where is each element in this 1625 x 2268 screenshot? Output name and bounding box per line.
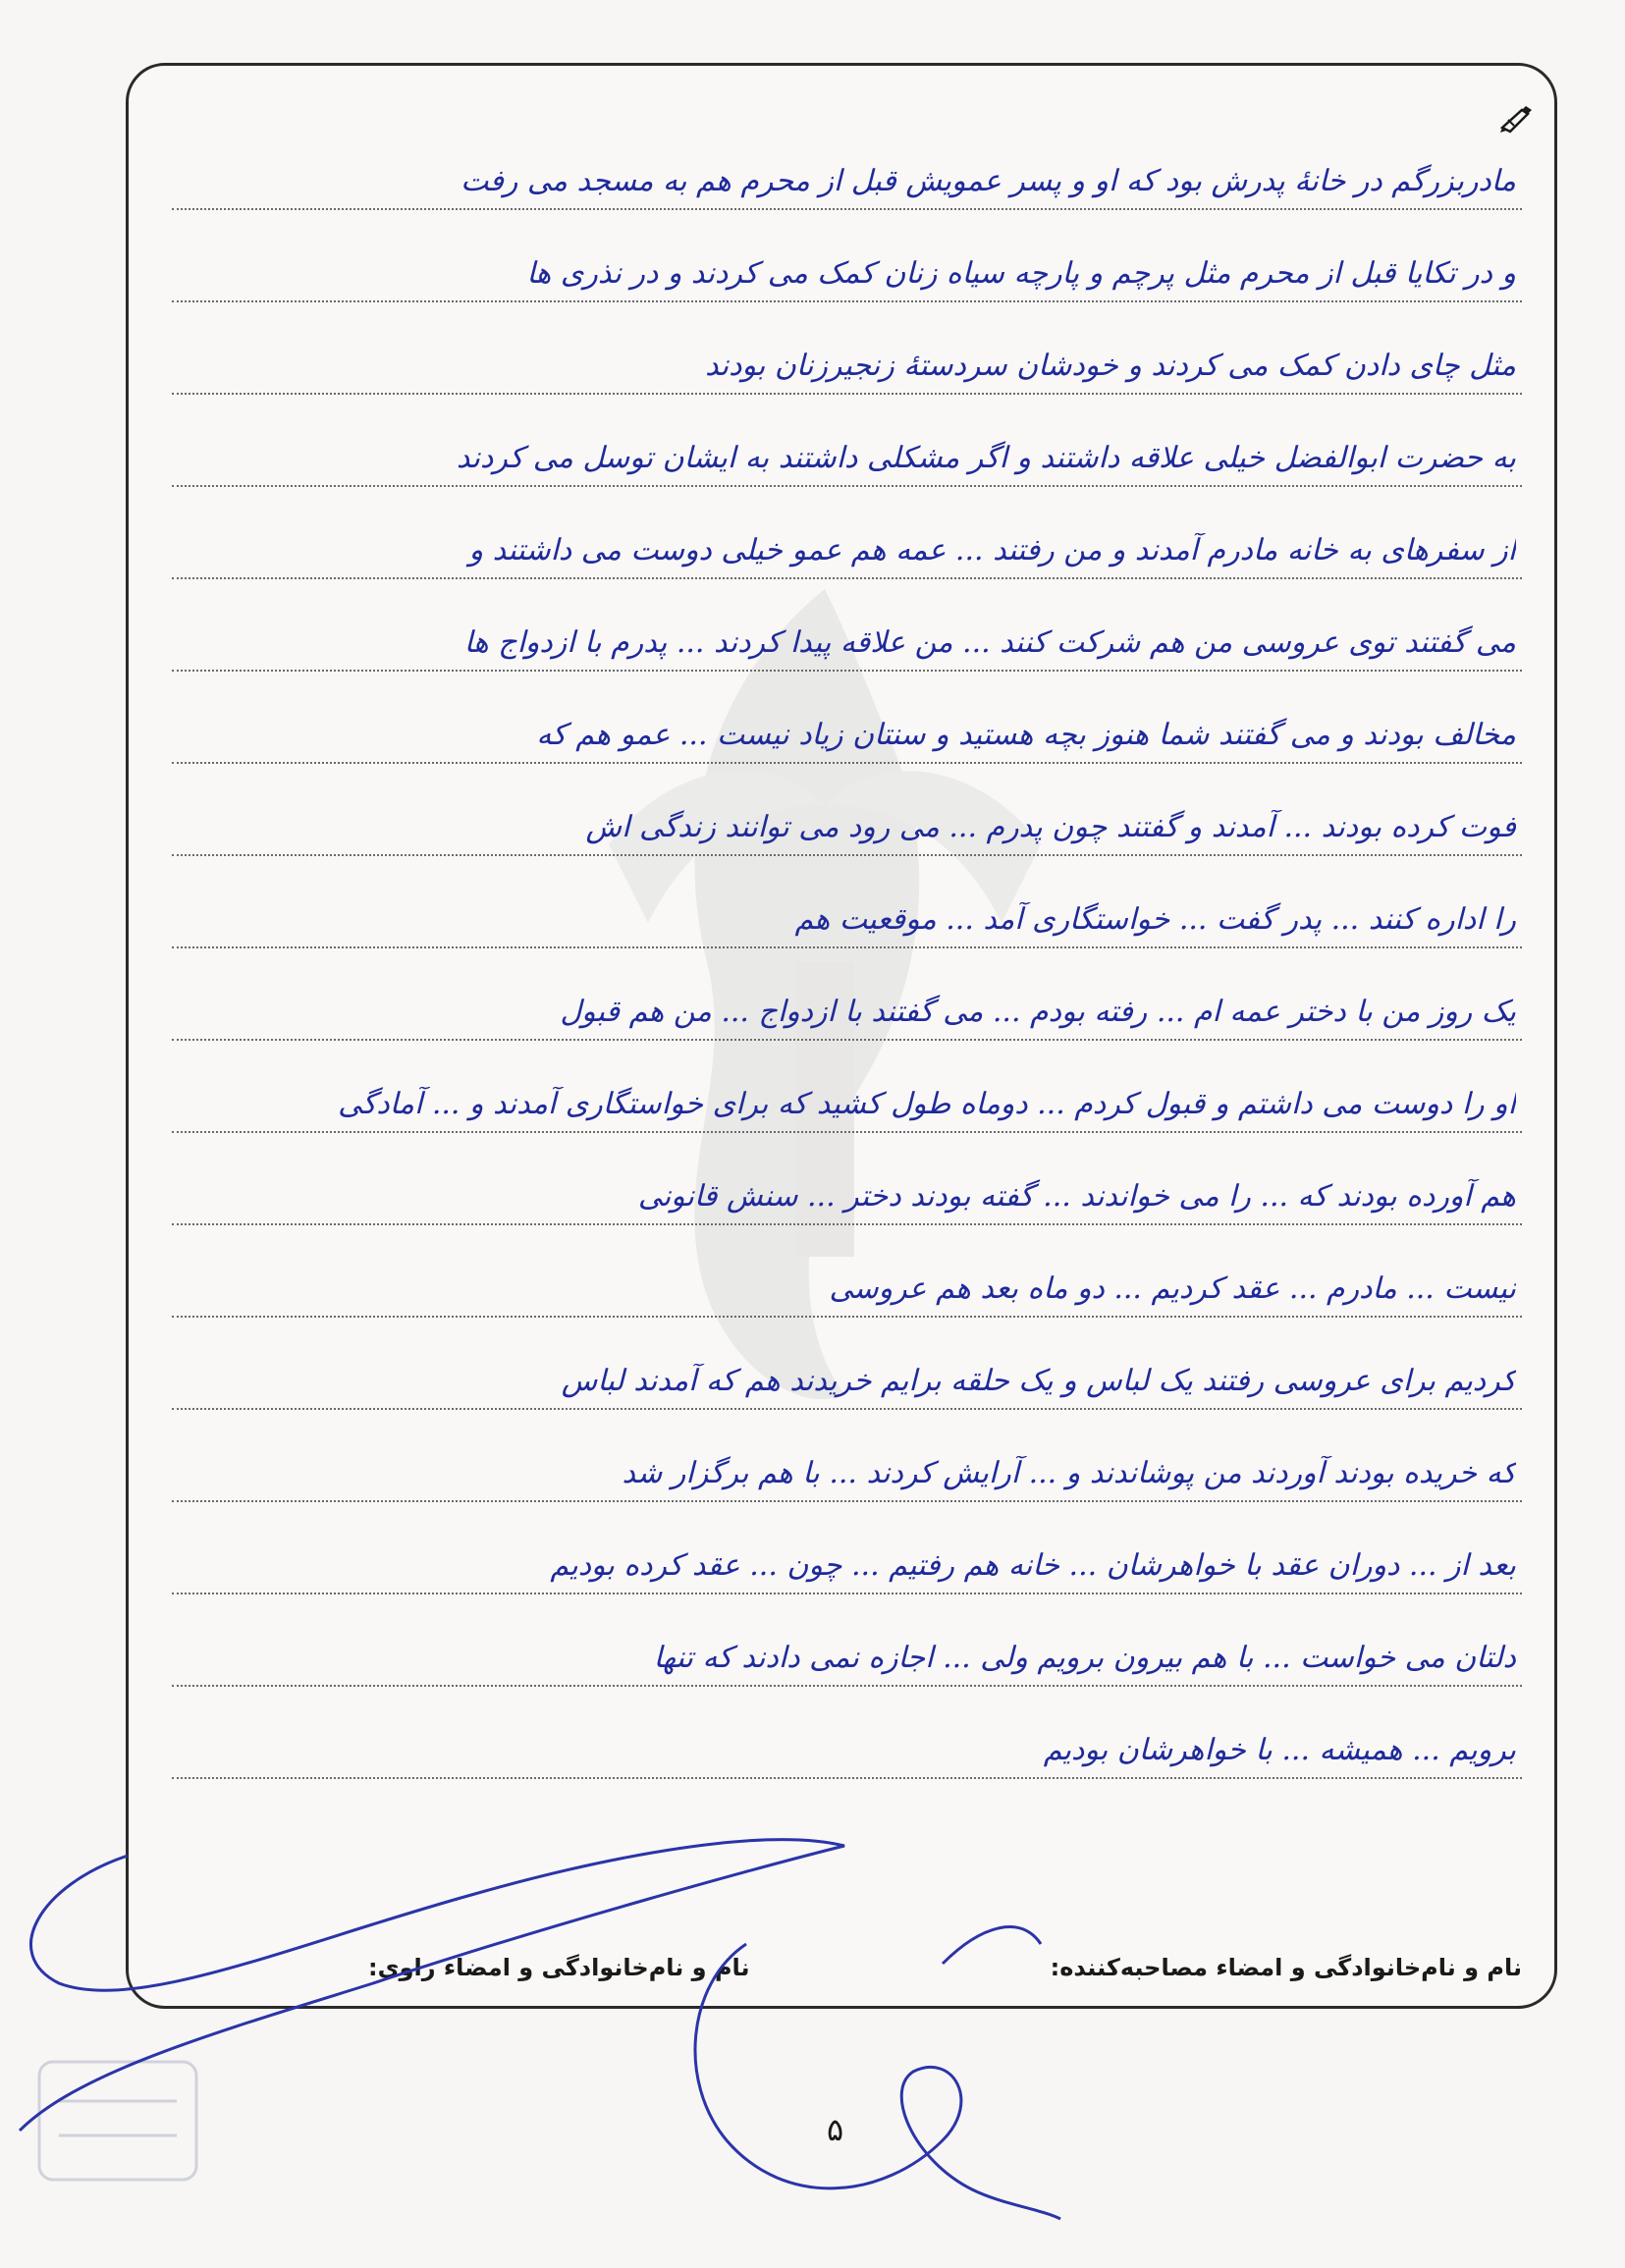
- page-number: ۵: [827, 2111, 844, 2148]
- handwritten-line: بعد از ... دوران عقد با خواهرشان ... خانه هم رفتیم ... چون ... عقد کرده بودیم: [550, 1548, 1516, 1583]
- handwritten-line: برویم ... همیشه ... با خواهرشان بودیم: [1043, 1733, 1516, 1767]
- text-line: [172, 395, 1522, 487]
- handwritten-line: می گفتند توی عروسی من هم شرکت کنند ... من علاقه پیدا کردند ... پدرم با ازدواج ها: [463, 625, 1516, 660]
- handwritten-line: از سفرهای به خانه مادرم آمدند و من رفتند ... عمه هم عمو خیلی دوست می داشتند و: [468, 533, 1516, 567]
- text-line: [172, 1594, 1522, 1687]
- handwritten-line: هم آورده بودند که ... را می خواندند ... گفته بودند دختر ... سنش قانونی: [637, 1179, 1516, 1214]
- handwritten-line: مثل چای دادن کمک می کردند و خودشان سردستهٔ زنجیرزنان بودند: [705, 349, 1516, 383]
- text-line: [172, 210, 1522, 302]
- handwritten-line: دلتان می خواست ... با هم بیرون برویم ولی ... اجازه نمی دادند که تنها: [653, 1641, 1516, 1675]
- stamp-icon: [29, 2042, 206, 2199]
- handwritten-line: که خریده بودند آوردند من پوشاندند و ... آرایش کردند ... با هم برگزار شد: [622, 1456, 1516, 1490]
- text-line: [172, 1502, 1522, 1594]
- handwritten-line: او را دوست می داشتم و قبول کردم ... دوماه طول کشید که برای خواستگاری آمدند و ... آمادگی: [338, 1087, 1516, 1121]
- text-line: [172, 1225, 1522, 1318]
- text-line: [172, 1687, 1522, 1779]
- handwritten-line: نیست ... مادرم ... عقد کردیم ... دو ماه بعد هم عروسی: [829, 1271, 1516, 1306]
- text-line: [172, 948, 1522, 1041]
- handwritten-line: فوت کرده بودند ... آمدند و گفتند چون پدرم ... می رود می توانند زندگی اش: [585, 810, 1516, 844]
- text-line: [172, 764, 1522, 856]
- text-line: [172, 579, 1522, 672]
- text-line: [172, 118, 1522, 210]
- handwritten-line: را اداره کنند ... پدر گفت ... خواستگاری آمد ... موقعیت هم: [794, 902, 1516, 937]
- narrator-label: نام و نام‌خانوادگی و امضاء راوی:: [368, 1954, 750, 1981]
- handwritten-line: یک روز من با دختر عمه ام ... رفته بودم ... می گفتند با ازدواج ... من هم قبول: [560, 995, 1516, 1029]
- text-line: [172, 1133, 1522, 1225]
- handwritten-line: مخالف بودند و می گفتند شما هنوز بچه هستید و سنتان زیاد نیست ... عمو هم که: [536, 718, 1516, 752]
- handwritten-line: به حضرت ابوالفضل خیلی علاقه داشتند و اگر مشکلی داشتند به ایشان توسل می کردند: [456, 441, 1516, 475]
- text-line: [172, 672, 1522, 764]
- handwritten-line: کردیم برای عروسی رفتند یک لباس و یک حلقه برایم خریدند هم که آمدند لباس: [561, 1364, 1516, 1398]
- handwritten-text-area: [172, 118, 1522, 1779]
- text-line: [172, 487, 1522, 579]
- text-line: [172, 1318, 1522, 1410]
- interviewer-label: نام و نام‌خانوادگی و امضاء مصاحبه‌کننده:: [1050, 1954, 1522, 1981]
- handwritten-line: و در تکایا قبل از محرم مثل پرچم و پارچه سیاه زنان کمک می کردند و در نذری ها: [526, 256, 1516, 291]
- handwritten-line: مادربزرگم در خانهٔ پدرش بود که او و پسر عمویش قبل از محرم هم به مسجد می رفت: [460, 164, 1516, 198]
- text-line: [172, 856, 1522, 948]
- text-line: [172, 302, 1522, 395]
- text-line: [172, 1041, 1522, 1133]
- text-line: [172, 1410, 1522, 1502]
